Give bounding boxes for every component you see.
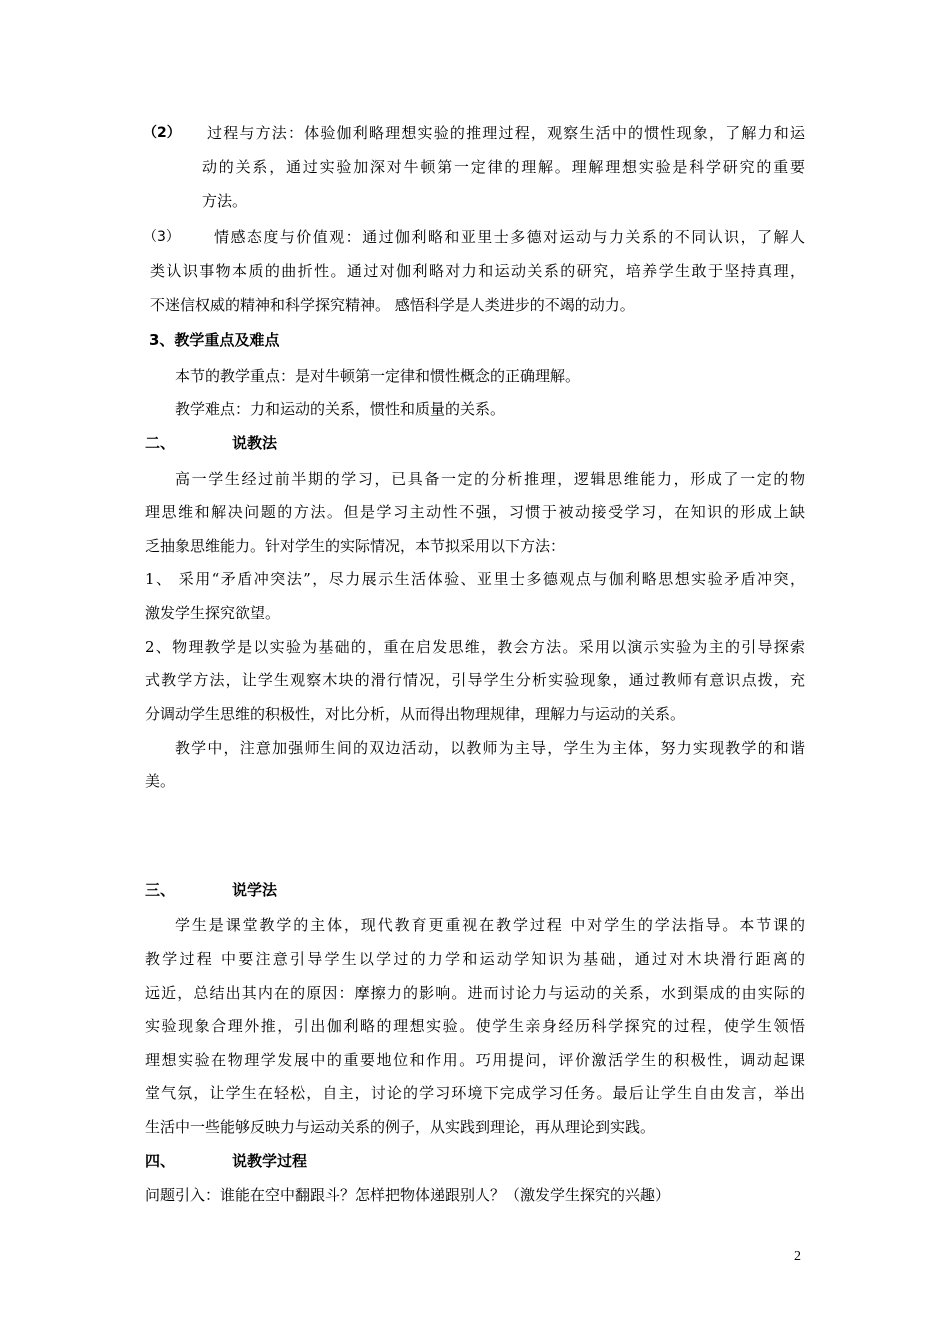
- paragraph-line: 本节的教学重点：是对牛顿第一定律和惯性概念的正确理解。: [175, 367, 581, 385]
- part-title: 说教学过程: [232, 1152, 308, 1170]
- section-heading: 3、教学重点及难点: [149, 331, 280, 349]
- paragraph-line: 美。: [145, 772, 176, 790]
- page-number: 2: [794, 1249, 801, 1264]
- paragraph-line: 1、 采用“矛盾冲突法”，尽力展示生活体验、亚里士多德观点与伽利略思想实验矛盾冲突，: [145, 570, 805, 588]
- paragraph-line: 实验现象合理外推，引出伽利略的理想实验。使学生亲身经历科学探究的过程，使学生领悟: [145, 1017, 805, 1035]
- paragraph-line: 教学过程 中要注意引导学生以学过的力学和运动学知识为基础，通过对木块滑行距离的: [145, 950, 805, 968]
- item-number: （2）: [143, 125, 181, 141]
- paragraph-line: 理想实验在物理学发展中的重要地位和作用。巧用提问，评价激活学生的积极性，调动起课: [145, 1051, 805, 1069]
- paragraph-line: 高一学生经过前半期的学习，已具备一定的分析推理，逻辑思维能力，形成了一定的物: [175, 470, 805, 488]
- paragraph-line: 教学难点：力和运动的关系，惯性和质量的关系。: [175, 400, 506, 418]
- paragraph-line: 问题引入：谁能在空中翻跟斗？怎样把物体递跟别人？（激发学生探究的兴趣）: [145, 1186, 671, 1204]
- paragraph-line: 方法。: [202, 192, 248, 210]
- part-title: 说学法: [232, 881, 278, 899]
- paragraph-line: 远近，总结出其内在的原因：摩擦力的影响。进而讨论力与运动的关系，水到渠成的由实际的: [145, 984, 805, 1002]
- paragraph-line: 堂气氛，让学生在轻松，自主，讨论的学习环境下完成学习任务。最后让学生自由发言，举出: [145, 1084, 805, 1102]
- paragraph-line: 式教学方法，让学生观察木块的滑行情况，引导学生分析实验现象，通过教师有意识点拨，充: [145, 671, 805, 689]
- paragraph-line: 情感态度与价值观：通过伽利略和亚里士多德对运动与力关系的不同认识，了解人: [214, 228, 805, 246]
- paragraph-line: 2、物理教学是以实验为基础的，重在启发思维，教会方法。采用以演示实验为主的引导探索: [145, 638, 805, 656]
- paragraph-line: 乏抽象思维能力。针对学生的实际情况，本节拟采用以下方法：: [145, 537, 566, 555]
- paragraph-line: 理思维和解决问题的方法。但是学习主动性不强，习惯于被动接受学习，在知识的形成上缺: [145, 503, 805, 521]
- part-number: 三、: [145, 881, 176, 899]
- paragraph-line: 过程与方法：体验伽利略理想实验的推理过程，观察生活中的惯性现象，了解力和运: [207, 124, 805, 142]
- item-number: （3）: [143, 229, 180, 245]
- paragraph-line: 类认识事物本质的曲折性。通过对伽利略对力和运动关系的研究，培养学生敢于坚持真理，: [150, 262, 805, 280]
- paragraph-line: 分调动学生思维的积极性，对比分析，从而得出物理规律，理解力与运动的关系。: [145, 705, 686, 723]
- part-number: 二、: [145, 434, 176, 452]
- paragraph-line: 生活中一些能够反映力与运动关系的例子，从实践到理论，再从理论到实践。: [145, 1118, 656, 1136]
- paragraph-line: 不迷信权威的精神和科学探究精神。 感悟科学是人类进步的不竭的动力。: [150, 296, 635, 314]
- paragraph-line: 激发学生探究欲望。: [145, 604, 281, 622]
- paragraph-line: 动的关系，通过实验加深对牛顿第一定律的理解。理解理想实验是科学研究的重要: [202, 158, 805, 176]
- paragraph-line: 学生是课堂教学的主体，现代教育更重视在教学过程 中对学生的学法指导。本节课的: [175, 916, 805, 934]
- part-number: 四、: [145, 1152, 176, 1170]
- paragraph-line: 教学中，注意加强师生间的双边活动，以教师为主导，学生为主体，努力实现教学的和谐: [175, 739, 805, 757]
- part-title: 说教法: [232, 434, 278, 452]
